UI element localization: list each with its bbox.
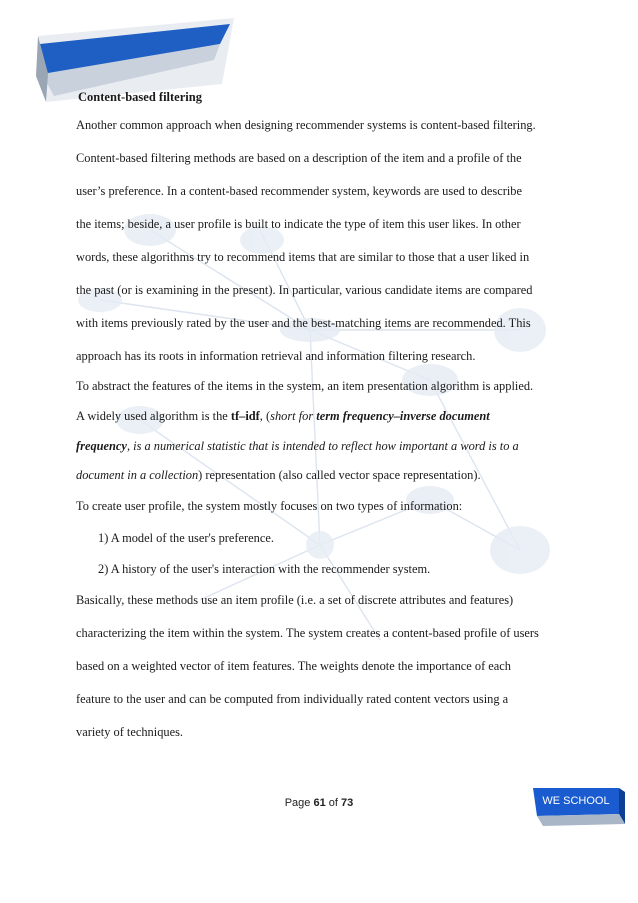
paragraph-line: variety of techniques. (76, 725, 184, 739)
tfidf-term: tf–idf (230, 409, 260, 423)
paragraph-line: approach has its roots in information retrieval and information filtering research. (76, 349, 476, 363)
page-total: 73 (341, 797, 354, 809)
text-run: term frequency–inverse document (316, 409, 490, 423)
paragraph-line (76, 467, 481, 483)
school-badge: WE SCHOOL (542, 795, 610, 807)
paragraph-line: Another common approach when designing recommender systems is content-based filtering. (76, 118, 536, 132)
paragraph-line (76, 408, 490, 424)
paragraph-line: with items previously rated by the user and the best-matching items are recommended. This (76, 316, 531, 330)
text-run: , is a numerical statistic that is intended to reflect how important a word is to a (126, 439, 519, 453)
list-item: 1) A model of the user's preference. (98, 531, 274, 545)
paragraph-line (76, 438, 519, 454)
text-run: frequency (76, 439, 127, 453)
text-run: document in a collection (76, 468, 199, 482)
paragraph-line: user’s preference. In a content-based recommender system, keywords are used to describe (76, 184, 522, 198)
text-run: , ( (259, 409, 271, 423)
paragraph-line: the items; beside, a user profile is built to indicate the type of item this user likes. In other (76, 217, 521, 231)
text-run: ) representation (also called vector space representation). (198, 468, 481, 482)
page-of: of (328, 797, 338, 809)
paragraph-line: feature to the user and can be computed from individually rated content vectors using a (76, 692, 509, 706)
text-run: short for (270, 409, 317, 423)
paragraph-line: characterizing the item within the system. The system creates a content-based profile of users (76, 626, 539, 640)
paragraph-line: the past (or is examining in the present). In particular, various candidate items are compared (76, 283, 533, 297)
paragraph-line: based on a weighted vector of item features. The weights denote the importance of each (76, 659, 511, 673)
paragraph-line: To abstract the features of the items in the system, an item presentation algorithm is applied. (76, 379, 534, 393)
paragraph-line: Content-based filtering methods are based on a description of the item and a profile of the (76, 151, 522, 165)
paragraph-line: To create user profile, the system mostly focuses on two types of information: (76, 499, 463, 513)
paragraph-line: words, these algorithms try to recommend items that are similar to those that a user liked in (76, 250, 530, 264)
paragraph-line: Basically, these methods use an item profile (i.e. a set of discrete attributes and features) (76, 593, 514, 607)
page-current: 61 (313, 797, 326, 809)
list-item: 2) A history of the user's interaction with the recommender system. (98, 562, 431, 576)
text-run: A widely used algorithm is the (76, 409, 231, 423)
page-label: Page (284, 797, 311, 809)
section-heading: Content-based filtering (78, 90, 202, 104)
